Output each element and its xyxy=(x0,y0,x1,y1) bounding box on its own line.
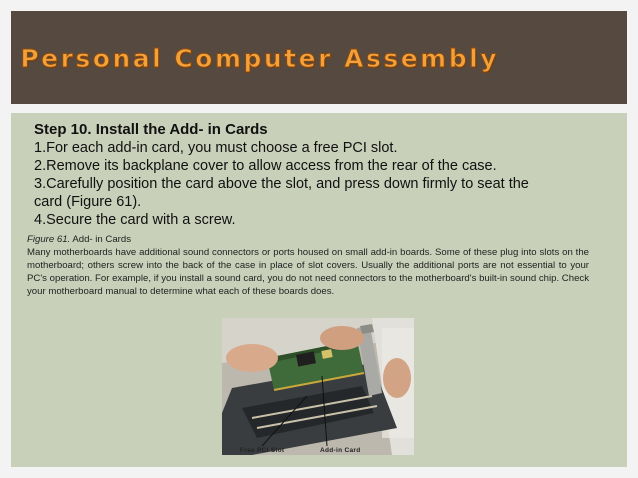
figure-description: Many motherboards have additional sound connectors or ports housed on small add-in boards. Some of these plug into slots on the motherboard; others screw into the back of the case in place of slot covers. Usually the additional ports are not essential to your PC's operation. For example, if you install a sound card, you do not need connectors to the motherboard's built-in sound chip. Check your motherboard manual to determine what each of these boards does. xyxy=(27,247,589,297)
slide-title: Personal Computer Assembly xyxy=(20,44,499,73)
photo-label-free-slot: Free PCI Slot xyxy=(240,447,285,454)
add-in-card-photo xyxy=(222,318,414,455)
step-item-2: 2.Remove its backplane cover to allow access from the rear of the case. xyxy=(34,158,497,174)
photo-label-add-in-card: Add-in Card xyxy=(320,447,361,454)
step-item-4: 4.Secure the card with a screw. xyxy=(34,212,236,228)
title-banner xyxy=(11,11,627,104)
figure-caption xyxy=(27,233,589,298)
figure-label: Figure 61. xyxy=(27,234,71,245)
step-item-3-continued: card (Figure 61). xyxy=(34,194,142,210)
step-heading: Step 10. Install the Add- in Cards xyxy=(34,121,268,138)
photo-illustration xyxy=(222,318,414,455)
steps-list xyxy=(34,121,594,229)
figure-title: Add- in Cards xyxy=(70,234,131,245)
step-item-3: 3.Carefully position the card above the slot, and press down firmly to seat the xyxy=(34,176,529,192)
step-item-1: 1.For each add-in card, you must choose a free PCI slot. xyxy=(34,140,398,156)
